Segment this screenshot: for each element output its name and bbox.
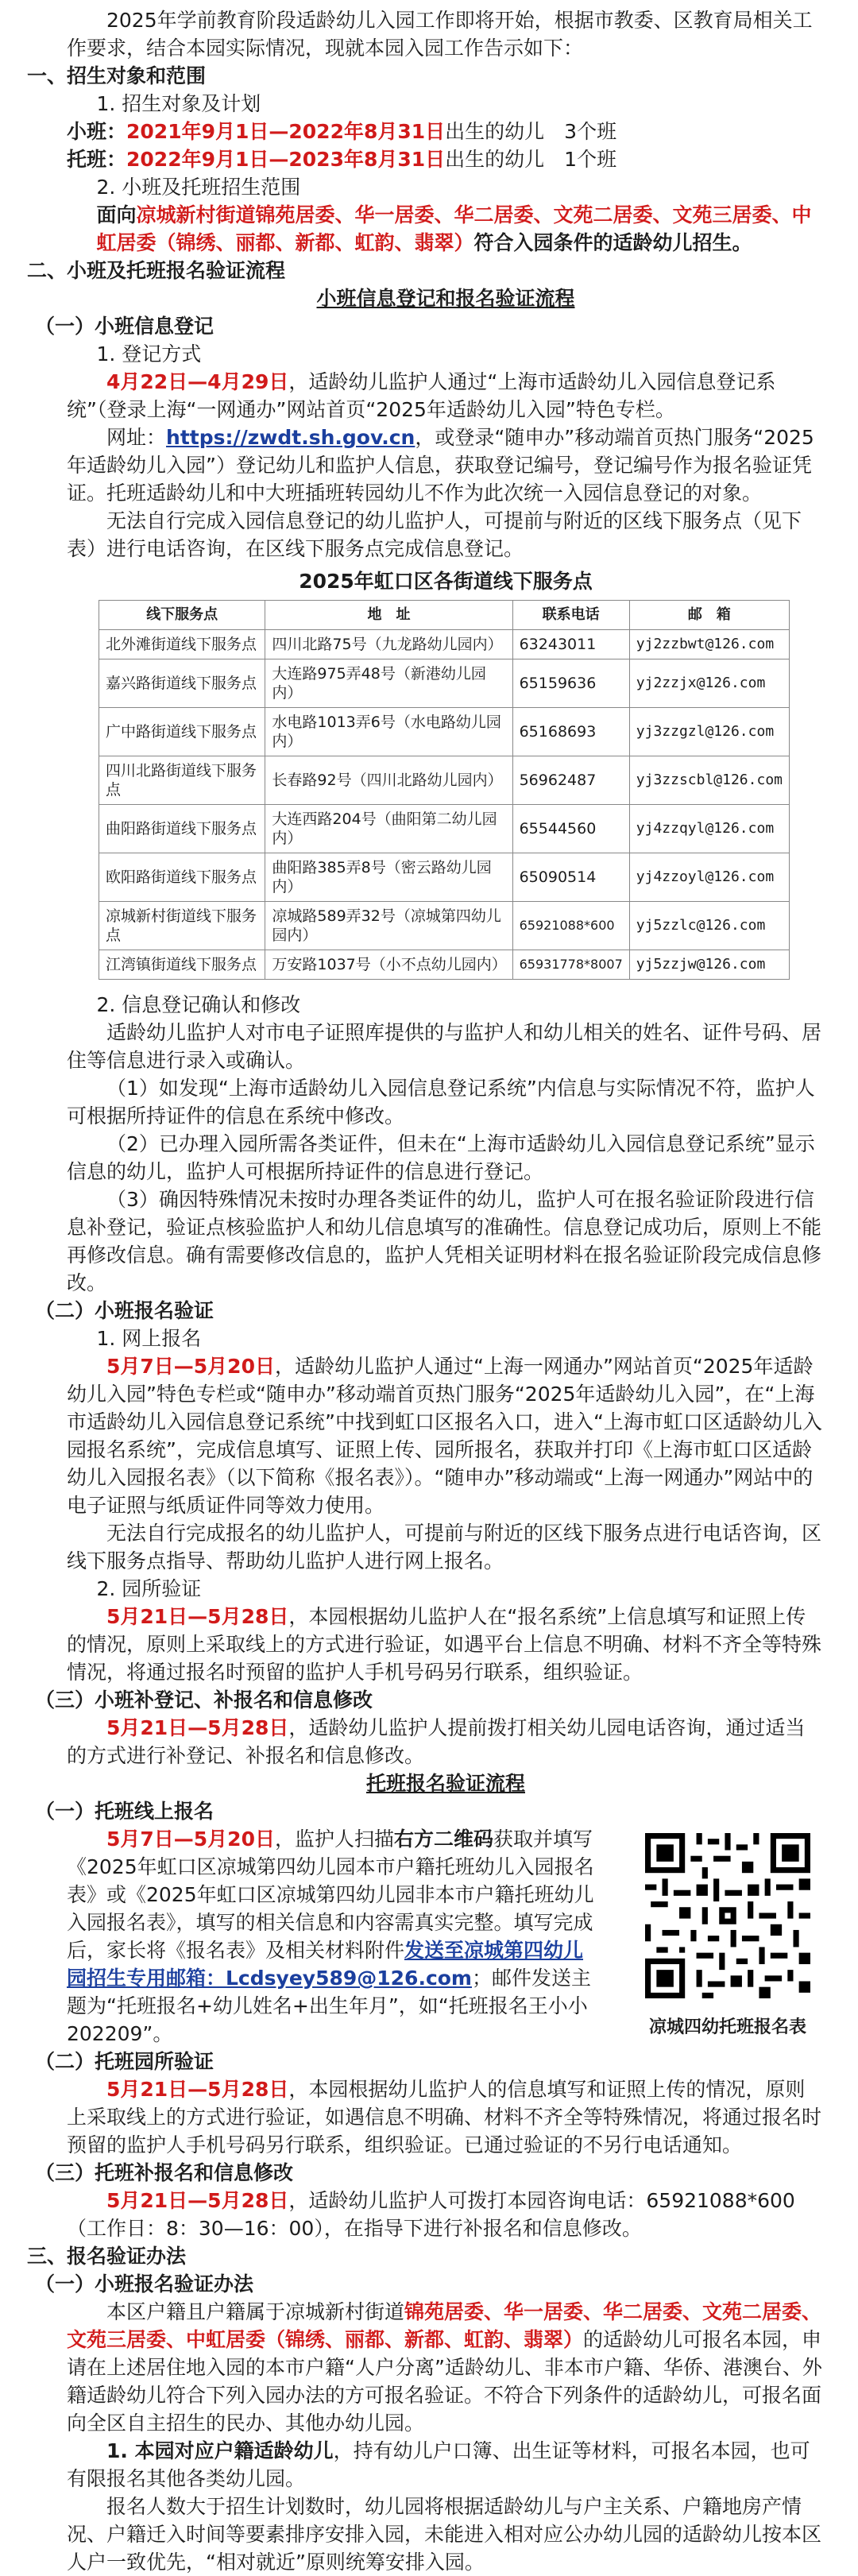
cell-phone: 65921088*600 bbox=[512, 902, 629, 950]
cell-point: 欧阳路街道线下服务点 bbox=[99, 853, 265, 902]
table-row bbox=[99, 853, 790, 902]
tuo-online-c: ；邮件发送主题为“托班报名+幼儿姓名+出生年月”，如“托班报名王小小202209”。 bbox=[67, 1967, 592, 2045]
cell-phone: 56962487 bbox=[512, 756, 629, 805]
online-para bbox=[67, 1352, 825, 1519]
tuo-online-dates: 5月7日—5月20日 bbox=[106, 1828, 275, 1851]
register-dates: 4月22日—4月29日 bbox=[106, 370, 289, 393]
cell-email: yj2zzbwt@126.com bbox=[629, 630, 789, 659]
cell-phone: 65159636 bbox=[512, 659, 629, 708]
table-row bbox=[99, 659, 790, 708]
cell-point: 曲阳路街道线下服务点 bbox=[99, 805, 265, 853]
table-row bbox=[99, 708, 790, 756]
cell-address: 曲阳路385弄8号（密云路幼儿园内） bbox=[265, 853, 512, 902]
method-b: 的适龄幼儿可报名本园，申请在上述居住地入园的本市户籍“人户分离”适龄幼儿、非本市户籍、华侨、港澳台、外籍适龄幼儿符合下列入园办法的方可报名验证。不符合下列条件的适龄幼儿，可报名面向全区自主招生的民办、其他办幼儿园。 bbox=[67, 2328, 822, 2435]
cell-email: yj2zzjx@126.com bbox=[629, 659, 789, 708]
small-dates: 2021年9月1日—2022年8月31日 bbox=[126, 120, 446, 143]
tuo-online-a: ，监护人扫描 bbox=[274, 1828, 394, 1851]
tuo-label: 托班： bbox=[67, 148, 127, 171]
qr-block bbox=[640, 1833, 815, 2041]
service-table-title: 2025年虹口区各街道线下服务点 bbox=[299, 570, 593, 593]
cell-phone: 63243011 bbox=[512, 630, 629, 659]
sub-small-register: （一）小班信息登记 bbox=[35, 315, 214, 338]
supplement-text: ，适龄幼儿监护人提前拨打相关幼儿园电话咨询，通过适当的方式进行补登记、补报名和信息修改。 bbox=[67, 1716, 806, 1767]
tuo-online-b: 获取并填写《2025年虹口区凉城第四幼儿园本市户籍托班幼儿入园报名表》或《2025年虹口区凉城第四幼儿园非本市户籍托班幼儿入园报名表》，填写的相关信息和内容需真实完整。填写完成后，家长将《报名表》及相关材料附件 bbox=[67, 1828, 594, 1962]
cell-email: yj3zzgzl@126.com bbox=[629, 708, 789, 756]
cell-email: yj4zzqyl@126.com bbox=[629, 805, 789, 853]
verify-text: ，本园根据幼儿监护人在“报名系统”上信息填写和证照上传的情况，原则上采取线上的方式进行验证，如遇平台上信息不明确、材料不齐全等特殊情况，将通过报名时预留的监护人手机号码另行联系，组织验证。 bbox=[67, 1605, 822, 1684]
cell-point: 四川北路街道线下服务点 bbox=[99, 756, 265, 805]
cell-phone: 65544560 bbox=[512, 805, 629, 853]
sub-tuo-supplement: （三）托班补报名和信息修改 bbox=[35, 2161, 294, 2184]
enroll-range bbox=[67, 201, 825, 257]
verify-dates: 5月21日—5月28日 bbox=[106, 1605, 289, 1628]
rule1-text: ，持有幼儿户口簿、出生证等材料，可报名本园，也可有限报名其他各类幼儿园。 bbox=[67, 2439, 810, 2490]
cell-phone: 65931778*8007 bbox=[512, 950, 629, 980]
tuo-flow-title: 托班报名验证流程 bbox=[365, 1772, 525, 1795]
small-flow-title: 小班信息登记和报名验证流程 bbox=[316, 287, 575, 310]
cell-point: 北外滩街道线下服务点 bbox=[99, 630, 265, 659]
cell-point: 嘉兴路街道线下服务点 bbox=[99, 659, 265, 708]
supplement-para bbox=[67, 1714, 825, 1770]
tuo-verify-text: ，本园根据幼儿监护人的信息填写和证照上传的情况，原则上采取线上的方式进行验证，如遇信息不明确、材料不齐全等特殊情况，将通过报名时预留的监护人手机号码另行联系，组织验证。已通过验证的不另行电话通知。 bbox=[67, 2078, 822, 2156]
tuo-class-line bbox=[67, 145, 825, 173]
sub-small-method: （一）小班报名验证办法 bbox=[35, 2272, 254, 2296]
offline-para: 无法自行完成入园信息登记的幼儿监护人，可提前与附近的区线下服务点（见下表）进行电话咨询，在区线下服务点完成信息登记。 bbox=[67, 509, 802, 560]
website-link[interactable]: https://zwdt.sh.gov.cn bbox=[166, 426, 415, 449]
confirm-item3: （3）确因特殊情况未按时办理各类证件的幼儿，监护人可在报名验证阶段进行信息补登记，验证点核验监护人和幼儿信息填写的准确性。信息登记成功后，原则上不能再修改信息。确有需要修改信息的，监护人凭相关证明材料在报名验证阶段完成信息修改。 bbox=[67, 1188, 822, 1294]
range-a: 面向 bbox=[96, 203, 137, 226]
register-method: 1. 登记方式 bbox=[96, 342, 202, 366]
cell-address: 大连路975弄48号（新港幼儿园内） bbox=[265, 659, 512, 708]
confirm-item1: （1）如发现“上海市适龄幼儿入园信息登记系统”内信息与实际情况不符，监护人可根据所持证件的信息在系统中修改。 bbox=[67, 1077, 815, 1127]
range-b: 符合入园条件的适龄幼儿招生。 bbox=[473, 231, 752, 254]
col-email: 邮 箱 bbox=[629, 601, 789, 630]
sub-tuo-verify: （二）托班园所验证 bbox=[35, 2050, 214, 2073]
cell-point: 广中路街道线下服务点 bbox=[99, 708, 265, 756]
cell-phone: 65090514 bbox=[512, 853, 629, 902]
cell-point: 江湾镇街道线下服务点 bbox=[99, 950, 265, 980]
table-row bbox=[99, 805, 790, 853]
register-text: ，适龄幼儿监护人通过“上海市适龄幼儿入园信息登记系统”（登录上海“一网通办”网站首页“2025年适龄幼儿入园”特色专栏。 bbox=[67, 370, 776, 421]
cell-address: 大连西路204号（曲阳第二幼儿园内） bbox=[265, 805, 512, 853]
col-address: 地 址 bbox=[265, 601, 512, 630]
cell-address: 万安路1037号（小不点幼儿园内） bbox=[265, 950, 512, 980]
range-red: 凉城新村街道锦苑居委、华一居委、华二居委、文苑二居委、文苑三居委、中虹居委（锦绣、丽都、新都、虹韵、翡翠） bbox=[96, 203, 812, 254]
online-heading: 1. 网上报名 bbox=[96, 1327, 202, 1350]
cell-point: 凉城新村街道线下服务点 bbox=[99, 902, 265, 950]
sub-small-supplement: （三）小班补登记、补报名和信息修改 bbox=[35, 1688, 373, 1712]
section3-heading: 三、报名验证办法 bbox=[27, 2245, 187, 2268]
s1-item2: 2. 小班及托班招生范围 bbox=[96, 176, 301, 199]
table-row bbox=[99, 756, 790, 805]
online-text: ，适龄幼儿监护人通过“上海一网通办”网站首页“2025年适龄幼儿入园”特色专栏或“随申办”移动端首页热门服务“2025年适龄幼儿入园”，在“上海市适龄幼儿入园信息登记系统”中找到虹口区报名入口，进入“上海市虹口区适龄幼儿入园报名系统”，完成信息填写、证照上传、园所报名，获取并打印《上海市虹口区适龄幼儿入园报名表》（以下简称《报名表》）。“随申办”移动端或“上海一网通办”网站中的电子证照与纸质证件同等效力使用。 bbox=[67, 1355, 822, 1517]
register-para bbox=[67, 368, 825, 424]
service-points-table bbox=[99, 600, 790, 980]
section2-heading: 二、小班及托班报名验证流程 bbox=[27, 259, 286, 282]
verify-heading: 2. 园所验证 bbox=[96, 1577, 202, 1600]
qr-code-icon[interactable] bbox=[645, 1833, 810, 1998]
section1-heading: 一、招生对象和范围 bbox=[27, 64, 207, 87]
online-dates: 5月7日—5月20日 bbox=[106, 1355, 275, 1378]
tuo-supplement-para bbox=[67, 2187, 825, 2242]
tuo-supplement-dates: 5月21日—5月28日 bbox=[106, 2189, 289, 2212]
method-a: 本区户籍且户籍属于凉城新村街道 bbox=[106, 2300, 405, 2323]
rule1-para bbox=[67, 2437, 825, 2493]
small-tail: 出生的幼儿 3个班 bbox=[445, 120, 617, 143]
table-row bbox=[99, 630, 790, 659]
cell-email: yj5zzlc@126.com bbox=[629, 902, 789, 950]
confirm-item2: （2）已办理入园所需各类证件，但未在“上海市适龄幼儿入园信息登记系统”显示信息的幼儿，监护人可根据所持证件的信息进行登记。 bbox=[67, 1132, 815, 1183]
table-header-row bbox=[99, 601, 790, 630]
website-label: 网址： bbox=[106, 426, 167, 449]
tuo-tail: 出生的幼儿 1个班 bbox=[445, 148, 617, 171]
rule1-bold: 1. 本园对应户籍适龄幼儿 bbox=[106, 2439, 334, 2462]
tuo-dates: 2022年9月1日—2023年8月31日 bbox=[126, 148, 446, 171]
tuo-online-para bbox=[67, 1825, 602, 2048]
tuo-mail-link[interactable]: 发送至凉城第四幼儿园招生专用邮箱：Lcdsyey589@126.com bbox=[67, 1939, 584, 1990]
confirm-para: 适龄幼儿监护人对市电子证照库提供的与监护人和幼儿相关的姓名、证件号码、居住等信息进行录入或确认。 bbox=[67, 1021, 822, 1072]
method-para bbox=[67, 2298, 825, 2437]
cell-address: 凉城路589弄32号（凉城第四幼儿园内） bbox=[265, 902, 512, 950]
tuo-online-qr-ref: 右方二维码 bbox=[394, 1828, 494, 1851]
tuo-verify-dates: 5月21日—5月28日 bbox=[106, 2078, 289, 2101]
cell-address: 长春路92号（四川北路幼儿园内） bbox=[265, 756, 512, 805]
sub-tuo-online: （一）托班线上报名 bbox=[35, 1800, 214, 1823]
cell-address: 四川北路75号（九龙路幼儿园内） bbox=[265, 630, 512, 659]
cell-email: yj4zzoyl@126.com bbox=[629, 853, 789, 902]
cell-email: yj3zzscbl@126.com bbox=[629, 756, 789, 805]
website-para bbox=[67, 424, 825, 507]
confirm-heading: 2. 信息登记确认和修改 bbox=[96, 993, 301, 1016]
sub-small-apply: （二）小班报名验证 bbox=[35, 1299, 214, 1322]
intro-paragraph: 2025年学前教育阶段适龄幼儿入园工作即将开始，根据市教委、区教育局相关工作要求，结合本园实际情况，现就本园入园工作告示如下： bbox=[67, 9, 813, 60]
verify-para bbox=[67, 1603, 825, 1686]
table-row bbox=[99, 950, 790, 980]
small-class-line bbox=[67, 118, 825, 145]
supplement-dates: 5月21日—5月28日 bbox=[106, 1716, 289, 1739]
qr-caption: 凉城四幼托班报名表 bbox=[648, 2017, 806, 2037]
tuo-verify-para bbox=[67, 2075, 825, 2159]
col-phone: 联系电话 bbox=[512, 601, 629, 630]
rule2-para: 报名人数大于招生计划数时，幼儿园将根据适龄幼儿与户主关系、户籍地房产情况、户籍迁入时间等要素排序安排入园，未能进入相对应公办幼儿园的适龄幼儿按本区人户一致优先，“相对就近”原则统筹安排入园。 bbox=[67, 2495, 822, 2574]
tuo-supplement-text: ，适龄幼儿监护人可拨打本园咨询电话：65921088*600（工作日：8：30—16：00），在指导下进行补报名和信息修改。 bbox=[67, 2189, 795, 2240]
col-point: 线下服务点 bbox=[99, 601, 265, 630]
cell-phone: 65168693 bbox=[512, 708, 629, 756]
s1-item1: 1. 招生对象及计划 bbox=[96, 92, 261, 115]
table-row bbox=[99, 902, 790, 950]
cell-email: yj5zzjw@126.com bbox=[629, 950, 789, 980]
small-label: 小班： bbox=[67, 120, 127, 143]
website-text: ，或登录“随申办”移动端首页热门服务“2025年适龄幼儿入园”）登记幼儿和监护人信息，获取登记编号，登记编号作为报名验证凭证。托班适龄幼儿和中大班插班转园幼儿不作为此次统一入园信息登记的对象。 bbox=[67, 426, 814, 505]
cell-address: 水电路1013弄6号（水电路幼儿园内） bbox=[265, 708, 512, 756]
online-help-para: 无法自行完成报名的幼儿监护人，可提前与附近的区线下服务点进行电话咨询，区线下服务点指导、帮助幼儿监护人进行网上报名。 bbox=[67, 1522, 822, 1572]
method-red: 锦苑居委、华一居委、华二居委、文苑二居委、文苑三居委、中虹居委（锦绣、丽都、新都、虹韵、翡翠） bbox=[67, 2300, 822, 2351]
